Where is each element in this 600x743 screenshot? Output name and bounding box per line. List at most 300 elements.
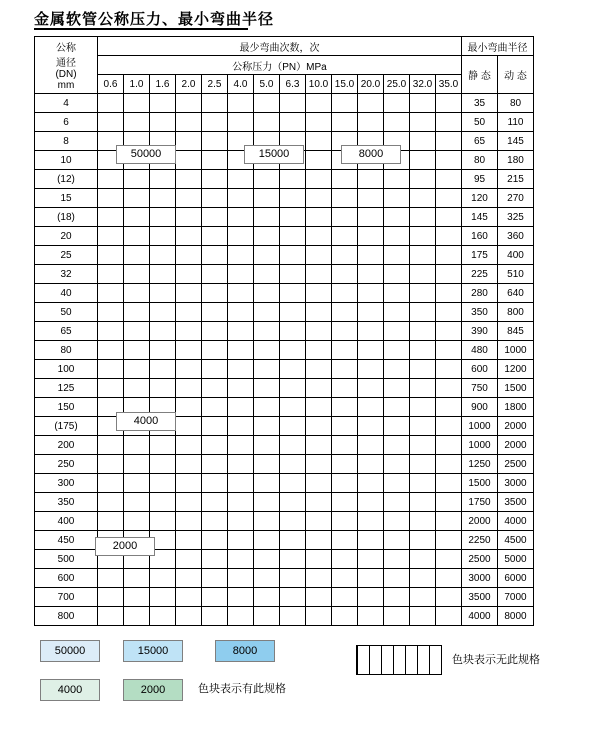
spec-cell [176,512,202,531]
pressure-col-header: 25.0 [384,75,410,94]
dynamic-radius-cell: 80 [498,94,534,113]
spec-cell [176,379,202,398]
spec-cell [176,455,202,474]
dn-header-line-4: mm [57,80,75,91]
legend-item-15000: 15000 [123,640,183,662]
table-row [35,569,534,588]
dynamic-radius-cell: 510 [498,265,534,284]
spec-cell [332,379,358,398]
table-row [35,588,534,607]
spec-cell [358,341,384,360]
spec-cell [436,151,462,170]
spec-cell [254,170,280,189]
spec-cell [410,227,436,246]
spec-cell [228,569,254,588]
spec-cell [280,265,306,284]
dn-cell: 10 [35,151,98,170]
pressure-col-header: 2.0 [176,75,202,94]
table-row [35,303,534,322]
spec-cell [150,569,176,588]
dynamic-radius-cell: 215 [498,170,534,189]
spec-cell [202,417,228,436]
static-radius-cell: 1000 [462,417,498,436]
spec-cell [98,607,124,626]
overlay-label: 4000 [116,412,176,431]
static-radius-cell: 480 [462,341,498,360]
spec-cell [124,493,150,512]
spec-cell [410,151,436,170]
spec-cell [306,341,332,360]
spec-cell [436,170,462,189]
spec-cell [98,227,124,246]
spec-cell [228,189,254,208]
spec-cell [306,151,332,170]
table-row [35,170,534,189]
spec-cell [254,303,280,322]
spec-cell [436,322,462,341]
dn-header-line-1: 公称 [56,43,76,54]
spec-cell [332,531,358,550]
spec-cell [124,360,150,379]
spec-cell [358,379,384,398]
spec-cell [306,208,332,227]
spec-cell [228,303,254,322]
spec-cell [410,436,436,455]
spec-cell [254,113,280,132]
table-row [35,493,534,512]
spec-cell [410,113,436,132]
spec-cell [332,455,358,474]
spec-cell [436,132,462,151]
header-row-2 [35,56,534,75]
spec-cell [410,170,436,189]
dn-cell: (18) [35,208,98,227]
spec-cell [202,151,228,170]
spec-cell [124,113,150,132]
dn-cell: 450 [35,531,98,550]
spec-cell [254,417,280,436]
dn-cell: 350 [35,493,98,512]
spec-cell [202,303,228,322]
spec-cell [358,360,384,379]
spec-cell [384,455,410,474]
static-radius-cell: 750 [462,379,498,398]
dynamic-radius-cell: 2500 [498,455,534,474]
spec-cell [228,246,254,265]
spec-cell [202,341,228,360]
spec-cell [98,189,124,208]
spec-cell [150,113,176,132]
spec-cell [176,474,202,493]
spec-cell [176,588,202,607]
dn-cell: 150 [35,398,98,417]
spec-cell [280,360,306,379]
spec-cell [176,132,202,151]
static-radius-cell: 900 [462,398,498,417]
spec-cell [280,550,306,569]
spec-cell [436,512,462,531]
spec-cell [306,493,332,512]
spec-cell [124,94,150,113]
dynamic-radius-cell: 2000 [498,436,534,455]
spec-cell [358,170,384,189]
spec-cell [306,550,332,569]
spec-cell [202,208,228,227]
dn-cell: 8 [35,132,98,151]
static-radius-cell: 3000 [462,569,498,588]
table-row [35,189,534,208]
spec-cell [384,227,410,246]
spec-cell [410,474,436,493]
legend-item-8000: 8000 [215,640,275,662]
spec-cell [150,360,176,379]
table-row [35,94,534,113]
spec-cell [410,265,436,284]
static-radius-cell: 160 [462,227,498,246]
overlay-label: 15000 [244,145,304,164]
pressure-col-header: 15.0 [332,75,358,94]
spec-cell [410,550,436,569]
dn-header-line-2: 通径 [56,58,76,69]
spec-cell [332,227,358,246]
spec-cell [280,588,306,607]
spec-cell [150,512,176,531]
spec-cell [124,322,150,341]
spec-cell [150,246,176,265]
static-radius-cell: 3500 [462,588,498,607]
spec-cell [254,436,280,455]
spec-cell [410,398,436,417]
spec-cell [436,398,462,417]
spec-cell [384,588,410,607]
spec-cell [410,322,436,341]
spec-cell [176,360,202,379]
legend-item-50000: 50000 [40,640,100,662]
spec-cell [410,588,436,607]
dn-cell: (175) [35,417,98,436]
spec-cell [332,398,358,417]
spec-cell [176,246,202,265]
spec-cell [436,493,462,512]
dynamic-radius-cell: 6000 [498,569,534,588]
spec-cell [358,531,384,550]
spec-cell [306,417,332,436]
static-radius-cell: 1250 [462,455,498,474]
spec-cell [358,227,384,246]
spec-cell [176,550,202,569]
spec-cell [150,208,176,227]
spec-cell [436,417,462,436]
static-radius-cell: 280 [462,284,498,303]
spec-cell [410,531,436,550]
spec-cell [176,303,202,322]
spec-cell [228,265,254,284]
pressure-col-header: 1.6 [150,75,176,94]
spec-cell [98,360,124,379]
dynamic-radius-cell: 400 [498,246,534,265]
spec-cell [306,170,332,189]
dynamic-radius-cell: 7000 [498,588,534,607]
spec-cell [98,170,124,189]
spec-cell [306,322,332,341]
dn-cell: 125 [35,379,98,398]
spec-cell [384,94,410,113]
spec-cell [124,436,150,455]
spec-cell [124,246,150,265]
spec-cell [202,474,228,493]
dynamic-radius-cell: 3000 [498,474,534,493]
static-radius-cell: 1000 [462,436,498,455]
spec-cell [150,588,176,607]
spec-cell [124,474,150,493]
spec-cell [98,303,124,322]
spec-cell [384,417,410,436]
spec-cell [124,303,150,322]
spec-cell [202,588,228,607]
spec-cell [254,284,280,303]
dynamic-radius-cell: 5000 [498,550,534,569]
static-radius-cell: 50 [462,113,498,132]
spec-cell [306,569,332,588]
spec-cell [254,322,280,341]
pressure-col-header: 2.5 [202,75,228,94]
spec-cell [384,607,410,626]
spec-cell [410,341,436,360]
spec-cell [436,569,462,588]
spec-cell [410,284,436,303]
spec-cell [306,607,332,626]
legend-item-4000: 4000 [40,679,100,701]
spec-cell [150,265,176,284]
spec-cell [176,94,202,113]
spec-cell [150,94,176,113]
spec-cell [332,170,358,189]
table-row [35,417,534,436]
dn-cell: 250 [35,455,98,474]
spec-cell [436,607,462,626]
spec-cell [306,512,332,531]
pressure-col-header: 6.3 [280,75,306,94]
static-radius-cell: 600 [462,360,498,379]
spec-cell [332,284,358,303]
spec-cell [254,455,280,474]
table-header [35,37,534,94]
dn-cell: 100 [35,360,98,379]
dynamic-radius-cell: 145 [498,132,534,151]
spec-cell [150,170,176,189]
dn-cell: 800 [35,607,98,626]
spec-cell [254,189,280,208]
static-radius-cell: 80 [462,151,498,170]
spec-cell [358,569,384,588]
spec-cell [410,246,436,265]
spec-cell [436,284,462,303]
spec-cell [358,588,384,607]
spec-cell [410,512,436,531]
spec-cell [410,379,436,398]
spec-cell [124,379,150,398]
spec-cell [202,569,228,588]
static-radius-cell: 350 [462,303,498,322]
dn-cell: 25 [35,246,98,265]
dynamic-radius-cell: 3500 [498,493,534,512]
spec-cell [254,474,280,493]
spec-cell [332,360,358,379]
spec-cell [332,436,358,455]
pressure-col-header: 10.0 [306,75,332,94]
pressure-col-header: 5.0 [254,75,280,94]
spec-cell [306,360,332,379]
spec-cell [332,341,358,360]
spec-cell [254,227,280,246]
dynamic-radius-cell: 2000 [498,417,534,436]
spec-cell [306,474,332,493]
spec-cell [306,379,332,398]
spec-cell [150,341,176,360]
spec-cell [228,474,254,493]
spec-cell [384,265,410,284]
spec-cell [436,379,462,398]
spec-cell [436,208,462,227]
static-radius-cell: 35 [462,94,498,113]
spec-cell [280,398,306,417]
spec-cell [228,379,254,398]
dynamic-radius-cell: 360 [498,227,534,246]
spec-cell [176,322,202,341]
spec-cell [202,94,228,113]
spec-cell [358,417,384,436]
dynamic-radius-cell: 180 [498,151,534,170]
spec-cell [306,189,332,208]
spec-cell [306,455,332,474]
static-radius-cell: 1750 [462,493,498,512]
spec-cell [332,550,358,569]
spec-cell [436,189,462,208]
spec-cell [202,493,228,512]
dn-cell: 200 [35,436,98,455]
spec-cell [228,398,254,417]
spec-cell [228,455,254,474]
spec-cell [98,379,124,398]
table-row [35,322,534,341]
table-row [35,455,534,474]
spec-cell [98,588,124,607]
spec-cell [202,550,228,569]
spec-cell [280,531,306,550]
spec-cell [384,474,410,493]
spec-cell [306,265,332,284]
spec-cell [358,303,384,322]
table-row [35,512,534,531]
spec-cell [384,322,410,341]
spec-cell [384,208,410,227]
dynamic-radius-cell: 8000 [498,607,534,626]
spec-cell [124,227,150,246]
dn-header-cell [35,37,98,94]
spec-cell [332,322,358,341]
spec-cell [98,265,124,284]
dynamic-radius-cell: 1000 [498,341,534,360]
spec-cell [176,151,202,170]
spec-cell [150,436,176,455]
spec-cell [228,208,254,227]
spec-cell [202,531,228,550]
static-header: 静 态 [462,56,498,94]
spec-cell [124,341,150,360]
spec-cell [306,246,332,265]
spec-cell [384,284,410,303]
pressure-col-header: 4.0 [228,75,254,94]
spec-cell [436,588,462,607]
dn-cell: 4 [35,94,98,113]
spec-cell [410,455,436,474]
dn-header-line-3: (DN) [55,69,77,80]
spec-cell [436,113,462,132]
spec-cell [176,341,202,360]
spec-cell [410,360,436,379]
spec-cell [280,493,306,512]
dn-cell: 500 [35,550,98,569]
spec-cell [202,132,228,151]
spec-cell [176,398,202,417]
spec-cell [332,607,358,626]
overlay-label: 2000 [95,537,155,556]
spec-cell [280,303,306,322]
table-row [35,341,534,360]
spec-cell [332,493,358,512]
spec-cell [202,284,228,303]
spec-cell [202,113,228,132]
spec-cell [202,170,228,189]
spec-cell [436,436,462,455]
spec-cell [384,246,410,265]
static-radius-cell: 390 [462,322,498,341]
spec-cell [410,417,436,436]
dn-cell: 6 [35,113,98,132]
dynamic-radius-cell: 325 [498,208,534,227]
spec-cell [228,113,254,132]
spec-cell [384,170,410,189]
spec-cell [228,588,254,607]
dn-cell: 700 [35,588,98,607]
legend-color-note: 色块表示有此规格 [198,683,286,695]
dn-cell: 32 [35,265,98,284]
spec-cell [436,360,462,379]
spec-cell [384,360,410,379]
spec-cell [228,436,254,455]
spec-cell [436,341,462,360]
spec-cell [254,94,280,113]
spec-cell [254,493,280,512]
dn-cell: 20 [35,227,98,246]
spec-cell [98,246,124,265]
static-radius-cell: 95 [462,170,498,189]
overlay-label: 8000 [341,145,401,164]
spec-cell [358,607,384,626]
spec-cell [98,322,124,341]
spec-cell [384,113,410,132]
spec-cell [332,569,358,588]
spec-cell [228,512,254,531]
spec-cell [358,550,384,569]
spec-cell [98,569,124,588]
spec-cell [150,322,176,341]
spec-cell [332,113,358,132]
spec-cell [202,379,228,398]
spec-cell [280,474,306,493]
spec-cell [98,512,124,531]
spec-cell [384,531,410,550]
